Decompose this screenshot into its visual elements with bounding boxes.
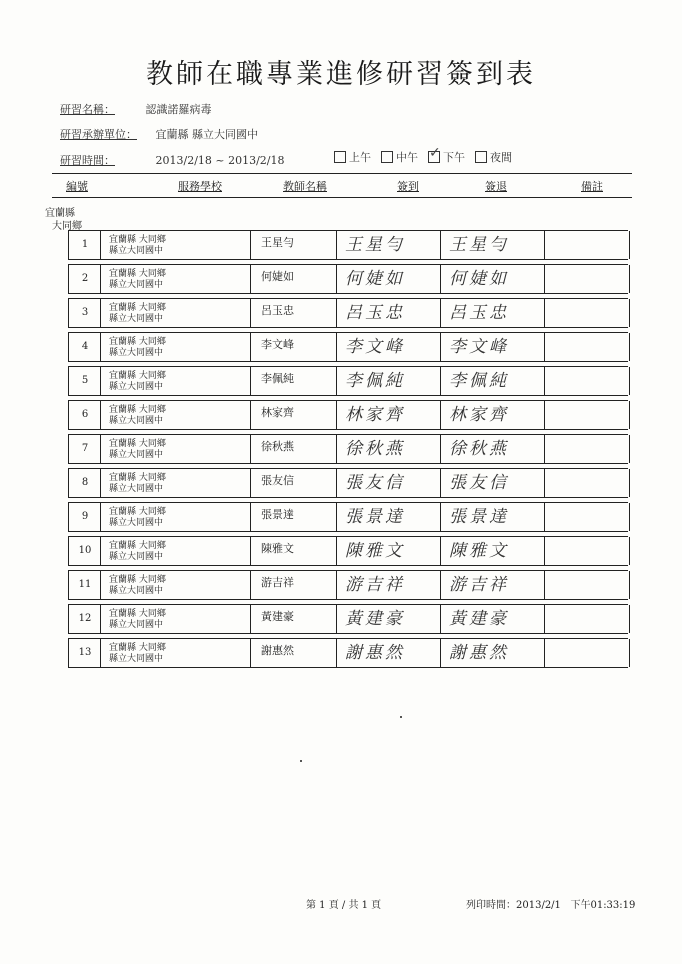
row-number: 3 (68, 299, 101, 327)
row-number: 12 (68, 605, 101, 633)
session-label: 上午 (349, 151, 371, 164)
header-signin: 簽到 (397, 180, 419, 193)
row-school (100, 299, 250, 327)
row-signout-cell[interactable] (440, 299, 545, 327)
row-signin-cell[interactable] (336, 503, 441, 531)
signin-signature: 徐秋燕 (345, 439, 405, 459)
row-school (100, 367, 250, 395)
row-signout-cell[interactable] (440, 503, 545, 531)
signout-signature: 陳雅文 (449, 541, 509, 561)
row-signin-cell[interactable] (336, 469, 441, 497)
row-note-cell[interactable] (544, 265, 630, 293)
row-school-line2: 縣立大同國中 (109, 484, 164, 494)
row-school (100, 605, 250, 633)
print-clock: 下午01:33:19 (570, 900, 636, 911)
row-school-line1: 宜蘭縣 大同鄉 (109, 575, 166, 585)
row-teacher-name: 張友信 (250, 469, 336, 497)
print-time-label: 列印時間： (466, 900, 516, 911)
row-number: 9 (68, 503, 101, 531)
checkbox[interactable] (334, 151, 346, 163)
row-note-cell[interactable] (544, 605, 630, 633)
row-school-line2: 縣立大同國中 (109, 586, 164, 596)
signin-signature: 何婕如 (345, 269, 405, 289)
row-school-line1: 宜蘭縣 大同鄉 (109, 643, 166, 653)
row-note-cell[interactable] (544, 367, 630, 395)
table-row (68, 502, 628, 532)
row-number: 5 (68, 367, 101, 395)
time-label: 研習時間： (60, 154, 115, 167)
row-school-line1: 宜蘭縣 大同鄉 (109, 439, 166, 449)
row-school (100, 401, 250, 429)
row-note-cell[interactable] (544, 333, 630, 361)
time-line (60, 152, 285, 168)
row-school-line1: 宜蘭縣 大同鄉 (109, 541, 166, 551)
signout-signature: 何婕如 (449, 269, 509, 289)
row-signout-cell[interactable] (440, 537, 545, 565)
row-teacher-name: 林家齊 (250, 401, 336, 429)
signout-signature: 徐秋燕 (449, 439, 509, 459)
row-signin-cell[interactable] (336, 435, 441, 463)
header-bottom-rule (52, 197, 632, 198)
row-school-line1: 宜蘭縣 大同鄉 (109, 405, 166, 415)
session-noon[interactable] (381, 149, 418, 165)
group-township: 大同鄉 (52, 221, 82, 232)
row-school (100, 333, 250, 361)
row-number: 7 (68, 435, 101, 463)
row-school-line1: 宜蘭縣 大同鄉 (109, 609, 166, 619)
row-signin-cell[interactable] (336, 571, 441, 599)
row-signout-cell[interactable] (440, 435, 545, 463)
row-school-line2: 縣立大同國中 (109, 654, 164, 664)
row-teacher-name: 徐秋燕 (250, 435, 336, 463)
row-note-cell[interactable] (544, 435, 630, 463)
row-school (100, 231, 250, 259)
row-signout-cell[interactable] (440, 469, 545, 497)
signout-signature: 張友信 (449, 473, 509, 493)
row-teacher-name: 張景達 (250, 503, 336, 531)
row-teacher-name: 王星勻 (250, 231, 336, 259)
row-school (100, 503, 250, 531)
row-signin-cell[interactable] (336, 537, 441, 565)
scan-speck (300, 760, 302, 762)
row-school-line2: 縣立大同國中 (109, 280, 164, 290)
signin-signature: 游吉祥 (345, 575, 405, 595)
header-teacher: 教師名稱 (283, 180, 327, 193)
row-note-cell[interactable] (544, 469, 630, 497)
session-label: 下午 (443, 151, 465, 164)
signout-signature: 王星勻 (449, 235, 509, 255)
row-school-line2: 縣立大同國中 (109, 314, 164, 324)
checkbox[interactable] (381, 151, 393, 163)
row-school-line1: 宜蘭縣 大同鄉 (109, 269, 166, 279)
row-school-line1: 宜蘭縣 大同鄉 (109, 303, 166, 313)
row-signin-cell[interactable] (336, 401, 441, 429)
table-row (68, 570, 628, 600)
page-number: 第 1 頁 / 共 1 頁 (306, 900, 382, 911)
time-value: 2013/2/18 ~ 2013/2/18 (155, 154, 285, 167)
table-row (68, 604, 628, 634)
row-teacher-name: 黃建豪 (250, 605, 336, 633)
organizer-value: 宜蘭縣 縣立大同國中 (155, 128, 258, 141)
checkbox-checked[interactable] (428, 151, 440, 163)
row-number: 13 (68, 639, 101, 667)
table-row (68, 400, 628, 430)
table-row (68, 230, 628, 260)
signin-signature: 陳雅文 (345, 541, 405, 561)
row-teacher-name: 李文峰 (250, 333, 336, 361)
signin-signature: 李佩純 (345, 371, 405, 391)
signout-signature: 黃建豪 (449, 609, 509, 629)
session-label: 夜間 (490, 151, 512, 164)
signout-signature: 林家齊 (449, 405, 509, 425)
row-school (100, 571, 250, 599)
signin-signature: 李文峰 (345, 337, 405, 357)
signout-signature: 游吉祥 (449, 575, 509, 595)
row-number: 11 (68, 571, 101, 599)
group-county: 宜蘭縣 (45, 208, 75, 219)
row-signout-cell[interactable] (440, 401, 545, 429)
row-signout-cell[interactable] (440, 639, 545, 667)
row-teacher-name: 呂玉忠 (250, 299, 336, 327)
session-label: 中午 (396, 151, 418, 164)
row-school-line2: 縣立大同國中 (109, 416, 164, 426)
row-school-line2: 縣立大同國中 (109, 620, 164, 630)
row-teacher-name: 李佩純 (250, 367, 336, 395)
row-number: 1 (68, 231, 101, 259)
row-signin-cell[interactable] (336, 231, 441, 259)
header-top-rule (52, 173, 632, 174)
row-signout-cell[interactable] (440, 265, 545, 293)
table-row (68, 332, 628, 362)
signin-signature: 林家齊 (345, 405, 405, 425)
signin-signature: 謝惠然 (345, 643, 405, 663)
session-morning[interactable] (334, 149, 371, 165)
row-school (100, 265, 250, 293)
signout-signature: 謝惠然 (449, 643, 509, 663)
signout-signature: 李文峰 (449, 337, 509, 357)
row-note-cell[interactable] (544, 401, 630, 429)
row-school (100, 435, 250, 463)
signin-signature: 張景達 (345, 507, 405, 527)
header-school: 服務學校 (178, 180, 222, 193)
table-row (68, 468, 628, 498)
course-name-value: 認識諾羅病毒 (145, 103, 212, 116)
row-school (100, 639, 250, 667)
row-number: 8 (68, 469, 101, 497)
row-teacher-name: 游吉祥 (250, 571, 336, 599)
row-school-line1: 宜蘭縣 大同鄉 (109, 371, 166, 381)
table-row (68, 264, 628, 294)
course-name-line (60, 101, 212, 117)
row-teacher-name: 謝惠然 (250, 639, 336, 667)
row-school-line1: 宜蘭縣 大同鄉 (109, 473, 166, 483)
organizer-line (60, 126, 258, 142)
print-date: 2013/2/1 (516, 900, 561, 911)
table-row (68, 536, 628, 566)
row-signin-cell[interactable] (336, 367, 441, 395)
row-school-line1: 宜蘭縣 大同鄉 (109, 337, 166, 347)
table-row (68, 298, 628, 328)
row-signout-cell[interactable] (440, 605, 545, 633)
row-school (100, 469, 250, 497)
row-signout-cell[interactable] (440, 571, 545, 599)
row-signin-cell[interactable] (336, 333, 441, 361)
row-teacher-name: 陳雅文 (250, 537, 336, 565)
row-note-cell[interactable] (544, 299, 630, 327)
header-signout: 簽退 (485, 180, 507, 193)
row-school-line1: 宜蘭縣 大同鄉 (109, 235, 166, 245)
row-school-line2: 縣立大同國中 (109, 382, 164, 392)
organizer-label: 研習承辦單位： (60, 128, 137, 141)
row-teacher-name: 何婕如 (250, 265, 336, 293)
row-school (100, 537, 250, 565)
signin-signature: 王星勻 (345, 235, 405, 255)
page-title: 教師在職專業進修研習簽到表 (146, 59, 536, 90)
signin-signature: 黃建豪 (345, 609, 405, 629)
header-num: 編號 (66, 180, 88, 193)
row-note-cell[interactable] (544, 231, 630, 259)
row-school-line2: 縣立大同國中 (109, 552, 164, 562)
row-signout-cell[interactable] (440, 367, 545, 395)
row-signin-cell[interactable] (336, 639, 441, 667)
row-school-line2: 縣立大同國中 (109, 246, 164, 256)
row-number: 2 (68, 265, 101, 293)
row-school-line2: 縣立大同國中 (109, 348, 164, 358)
row-note-cell[interactable] (544, 503, 630, 531)
row-note-cell[interactable] (544, 537, 630, 565)
header-note: 備註 (581, 180, 603, 193)
row-signin-cell[interactable] (336, 299, 441, 327)
session-evening[interactable] (475, 149, 512, 165)
row-signin-cell[interactable] (336, 605, 441, 633)
scan-speck (400, 716, 402, 718)
course-name-label: 研習名稱： (60, 103, 115, 116)
print-time (466, 896, 635, 911)
checkbox[interactable] (475, 151, 487, 163)
row-signout-cell[interactable] (440, 231, 545, 259)
row-signin-cell[interactable] (336, 265, 441, 293)
row-number: 10 (68, 537, 101, 565)
row-note-cell[interactable] (544, 639, 630, 667)
row-school-line1: 宜蘭縣 大同鄉 (109, 507, 166, 517)
row-number: 4 (68, 333, 101, 361)
table-row (68, 638, 628, 668)
row-signout-cell[interactable] (440, 333, 545, 361)
session-afternoon[interactable] (428, 149, 465, 165)
signout-signature: 呂玉忠 (449, 303, 509, 323)
session-checkboxes (334, 149, 512, 165)
row-school-line2: 縣立大同國中 (109, 518, 164, 528)
signin-signature: 呂玉忠 (345, 303, 405, 323)
row-number: 6 (68, 401, 101, 429)
table-row (68, 434, 628, 464)
row-note-cell[interactable] (544, 571, 630, 599)
row-school-line2: 縣立大同國中 (109, 450, 164, 460)
signout-signature: 李佩純 (449, 371, 509, 391)
signin-signature: 張友信 (345, 473, 405, 493)
signout-signature: 張景達 (449, 507, 509, 527)
table-row (68, 366, 628, 396)
